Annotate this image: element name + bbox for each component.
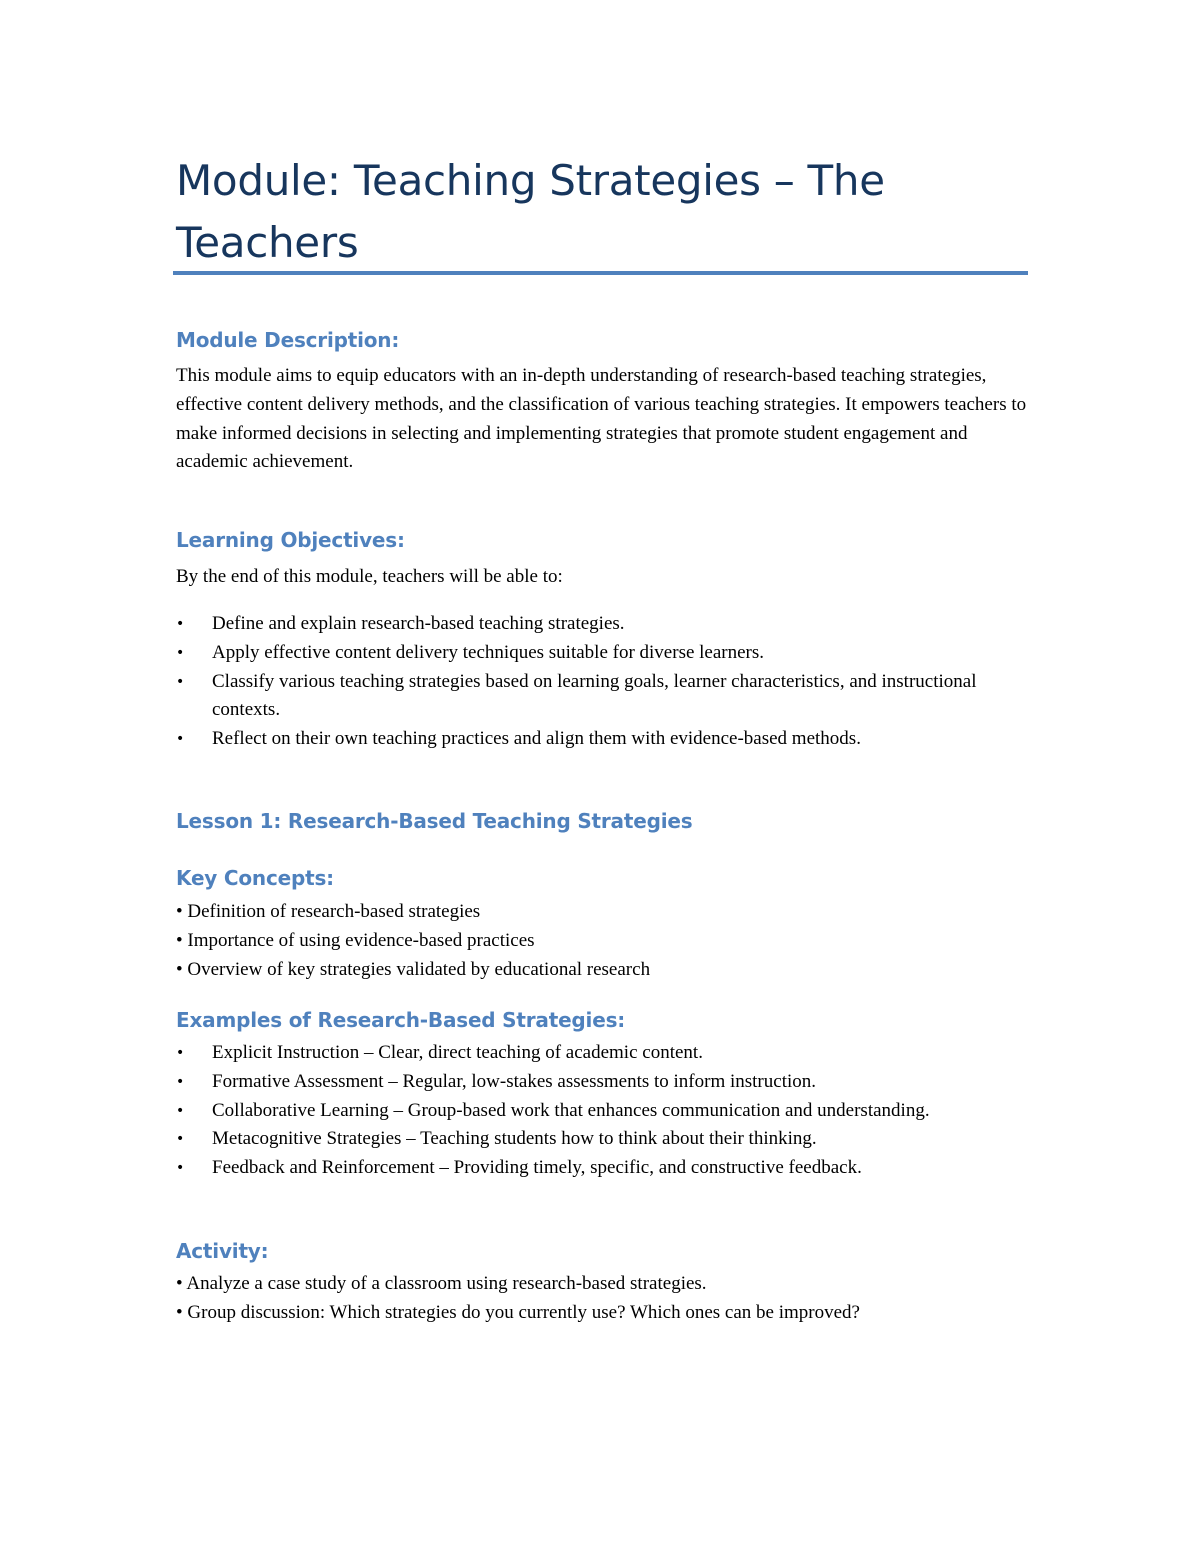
module-description-heading: Module Description: (176, 328, 400, 352)
bullet-icon: • (176, 616, 185, 632)
document-title-line-1: Module: Teaching Strategies – The (176, 156, 885, 205)
list-item: • Group discussion: Which strategies do you currently use? Which ones can be improved? (176, 1301, 860, 1323)
learning-objectives-list (176, 610, 1028, 754)
document-title (176, 150, 1028, 274)
objective-text: Classify various teaching strategies based on learning goals, learner characteristics, and instructional contexts. (212, 670, 977, 721)
list-item (176, 668, 1028, 726)
objective-text: Apply effective content delivery techniques suitable for diverse learners. (212, 641, 765, 663)
list-item (176, 639, 1028, 668)
module-description-body: This module aims to equip educators with an in-depth understanding of research-based teaching strategies, effective content delivery methods, and the classification of various teaching strategies. It empowers teachers to make informed decisions in selecting and implementing strategies that promote student engagement and academic achievement. (176, 365, 1027, 473)
list-item (176, 1068, 1028, 1097)
bullet-icon: • (176, 1102, 185, 1119)
list-item: • Importance of using evidence-based practices (176, 929, 535, 951)
bullet-icon: • (176, 644, 185, 661)
activity-list (176, 1270, 1028, 1328)
bullet-icon: • (176, 1160, 185, 1177)
list-item (176, 610, 1028, 639)
objective-text: Define and explain research-based teaching strategies. (212, 613, 625, 634)
document-content (176, 150, 1028, 1323)
list-item (176, 1125, 1028, 1154)
list-item: • Overview of key strategies validated by educational research (176, 958, 651, 980)
document-title-line-2: Teachers (176, 218, 359, 267)
example-text: Metacognitive Strategies – Teaching students how to think about their thinking. (212, 1128, 817, 1150)
bullet-icon: • (176, 1073, 185, 1090)
examples-heading: Examples of Research-Based Strategies: (176, 1008, 626, 1032)
title-underline-rule (173, 271, 1028, 275)
learning-objectives-intro: By the end of this module, teachers will be able to: (176, 566, 563, 587)
bullet-icon: • (176, 1045, 185, 1061)
examples-list (176, 1039, 1028, 1183)
bullet-icon: • (176, 731, 185, 748)
example-text: Explicit Instruction – Clear, direct teaching of academic content. (212, 1042, 703, 1063)
example-text: Formative Assessment – Regular, low-stakes assessments to inform instruction. (212, 1070, 817, 1092)
example-text: Feedback and Reinforcement – Providing timely, specific, and constructive feedback. (212, 1157, 862, 1179)
list-item (176, 1097, 1028, 1126)
list-item (176, 725, 1028, 754)
bullet-icon: • (176, 1131, 185, 1148)
list-item (176, 1039, 1028, 1068)
learning-objectives-heading: Learning Objectives: (176, 528, 405, 552)
key-concepts-list (176, 898, 1028, 984)
example-text: Collaborative Learning – Group-based work that enhances communication and understanding. (212, 1099, 930, 1121)
list-item: • Analyze a case study of a classroom using research-based strategies. (176, 1273, 707, 1294)
list-item: • Definition of research-based strategies (176, 901, 481, 922)
objective-text: Reflect on their own teaching practices and align them with evidence-based methods. (212, 728, 861, 750)
bullet-icon: • (176, 673, 185, 690)
lesson-1-heading: Lesson 1: Research-Based Teaching Strategies (176, 809, 693, 833)
activity-heading: Activity: (176, 1239, 269, 1263)
key-concepts-heading: Key Concepts: (176, 866, 334, 890)
list-item (176, 1154, 1028, 1183)
